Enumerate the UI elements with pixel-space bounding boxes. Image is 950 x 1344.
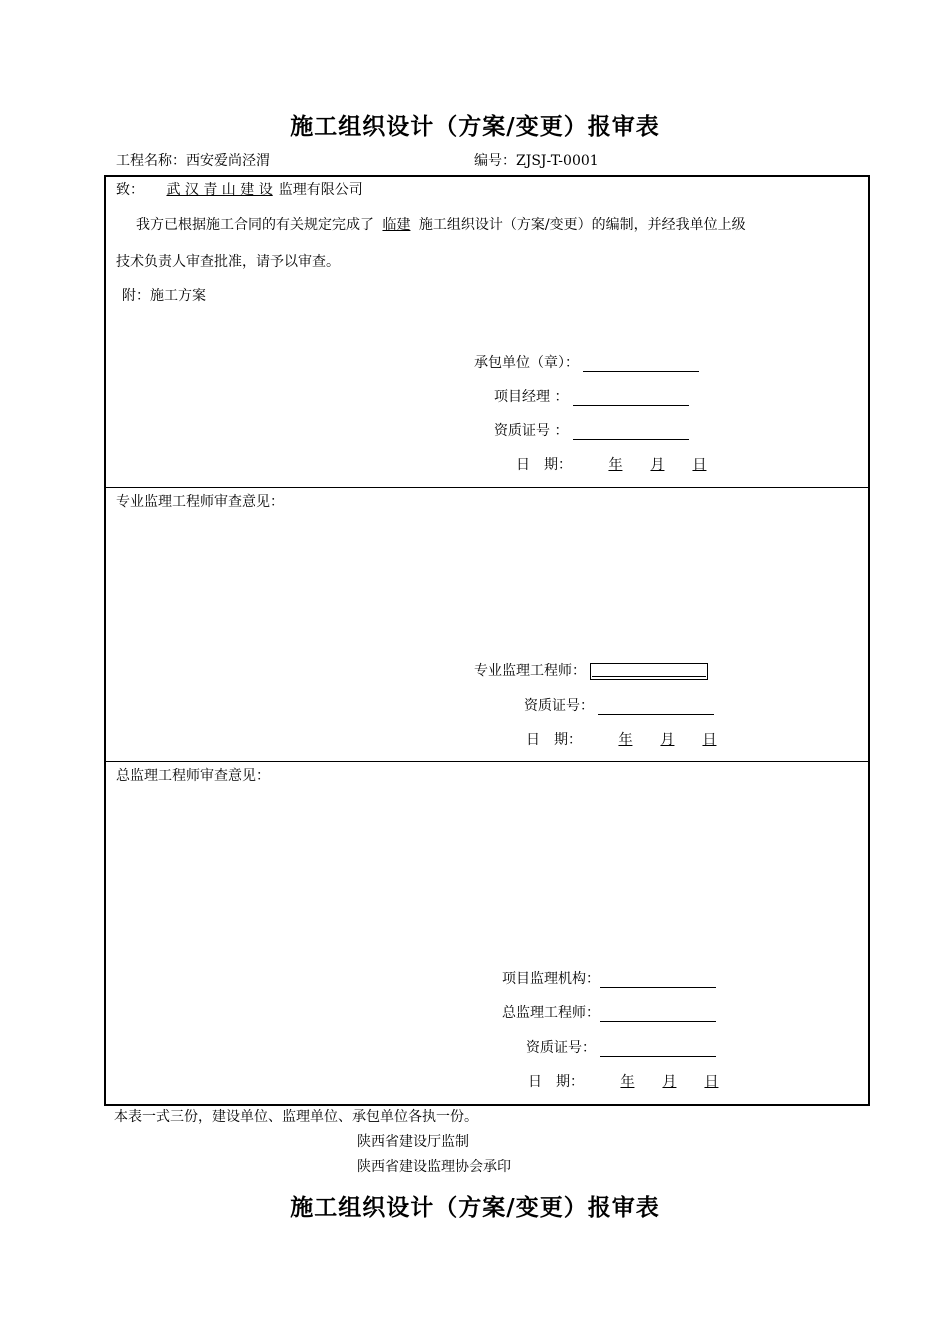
date-year-1: 年: [608, 457, 623, 473]
date-month-1: 月: [650, 457, 665, 473]
form-table: [104, 175, 870, 1106]
statement-suffix: 施工组织设计（方案/变更）的编制，并经我单位上级: [418, 217, 746, 233]
org-label: 项目监理机构：: [502, 971, 600, 987]
cert-label-3: 资质证号：: [526, 1040, 596, 1056]
org-signature-blank: [600, 973, 716, 988]
cert-row-2: [524, 697, 714, 715]
cert-row-3: [526, 1039, 716, 1057]
statement-line-2: 技术负责人审查批准，请予以审查。: [116, 254, 340, 270]
date-day-2: 日: [702, 732, 717, 748]
date-row-3: [528, 1073, 728, 1091]
contractor-signature-blank: [583, 357, 699, 372]
date-row-1: [516, 456, 716, 474]
date-label-2: 日 期：: [526, 732, 582, 748]
issuer-line-2: 陕西省建设监理协会承印: [357, 1159, 511, 1175]
form-title: 施工组织设计（方案/变更）报审表: [290, 113, 660, 140]
cert-label-1: 资质证号 ：: [494, 423, 569, 439]
addressee-suffix: 监理有限公司: [278, 182, 363, 198]
statement-prefix: 我方已根据施工合同的有关规定完成了: [136, 217, 374, 233]
submission-statement: [136, 216, 746, 234]
form-number-value: ZJSJ-T-0001: [516, 153, 599, 169]
manager-row: [494, 388, 689, 406]
chief-review-heading: 总监理工程师审查意见：: [116, 768, 270, 784]
copies-note: 本表一式三份，建设单位、监理单位、承包单位各执一份。: [114, 1109, 478, 1125]
form-number-row: [474, 152, 599, 170]
manager-label: 项目经理 ：: [494, 389, 569, 405]
project-name-label: 工程名称：: [116, 153, 186, 169]
date-day-3: 日: [704, 1074, 719, 1090]
chief-signature-blank: [600, 1007, 716, 1022]
date-year-2: 年: [618, 732, 633, 748]
engineer-row: [474, 662, 708, 680]
attachment-line: 附：施工方案: [122, 288, 206, 304]
org-row: [502, 970, 716, 988]
date-row-2: [526, 731, 726, 749]
issuer-line-1: 陕西省建设厅监制: [357, 1134, 469, 1150]
date-month-3: 月: [662, 1074, 677, 1090]
statement-item: 临建: [382, 217, 411, 233]
date-label-1: 日 期：: [516, 457, 572, 473]
project-name-value: 西安爱尚泾渭: [186, 153, 270, 169]
date-day-1: 日: [692, 457, 707, 473]
cert-blank-1: [573, 425, 689, 440]
contractor-label: 承包单位（章）：: [474, 355, 579, 371]
date-year-3: 年: [620, 1074, 635, 1090]
chief-label: 总监理工程师：: [502, 1005, 600, 1021]
addressee-row: [116, 181, 363, 199]
engineer-review-section: [106, 487, 868, 488]
project-name-row: [116, 152, 270, 170]
date-month-2: 月: [660, 732, 675, 748]
cert-blank-3: [600, 1042, 716, 1057]
chief-review-section: [106, 761, 868, 762]
cert-label-2: 资质证号：: [524, 698, 594, 714]
date-label-3: 日 期：: [528, 1074, 584, 1090]
manager-signature-blank: [573, 391, 689, 406]
engineer-signature-field: [590, 663, 708, 680]
engineer-label: 专业监理工程师：: [474, 663, 586, 679]
cert-row-1: [494, 422, 689, 440]
next-page-title: 施工组织设计（方案/变更）报审表: [290, 1194, 660, 1221]
form-number-label: 编号：: [474, 153, 516, 169]
cert-blank-2: [598, 700, 714, 715]
engineer-review-heading: 专业监理工程师审查意见：: [116, 494, 284, 510]
contractor-row: [474, 354, 699, 372]
addressee-label: 致：: [116, 182, 144, 198]
chief-row: [502, 1004, 716, 1022]
addressee-company: 武 汉 青 山 建 设: [166, 182, 273, 198]
